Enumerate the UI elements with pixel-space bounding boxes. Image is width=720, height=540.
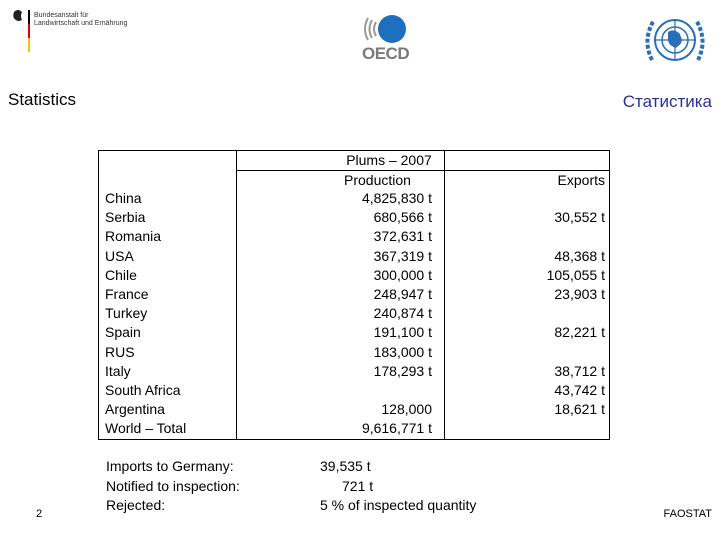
exports-cell: 30,552 t xyxy=(554,209,605,226)
exports-header: Exports xyxy=(557,172,605,188)
exports-cell xyxy=(485,227,605,246)
production-cell: 680,566 t xyxy=(373,209,432,226)
oecd-logo xyxy=(360,12,412,62)
un-emblem-icon xyxy=(640,10,710,70)
country-column xyxy=(105,189,186,439)
production-cell: 191,100 t xyxy=(373,324,432,341)
rejected-value: 5 % of inspected quantity xyxy=(320,497,477,513)
production-cell xyxy=(334,381,432,400)
exports-cell xyxy=(485,189,605,208)
imports-label: Imports to Germany: xyxy=(106,458,234,474)
page-number: 2 xyxy=(36,508,43,520)
exports-cell: 23,903 t xyxy=(554,285,605,302)
country-cell: France xyxy=(105,286,149,303)
exports-cell: 82,221 t xyxy=(554,324,605,341)
exports-cell xyxy=(485,343,605,362)
column-divider xyxy=(236,151,237,439)
production-header: Production xyxy=(344,172,411,188)
country-cell: Serbia xyxy=(105,209,146,226)
rejected-label: Rejected: xyxy=(106,497,166,513)
table-title: Plums – 2007 xyxy=(346,152,432,168)
production-column xyxy=(334,189,432,439)
country-cell: Italy xyxy=(105,362,131,379)
ministry-name: Bundesanstalt für Landwirtschaft und Ernährung xyxy=(34,12,128,27)
exports-cell: 48,368 t xyxy=(554,247,605,264)
country-cell: Argentina xyxy=(105,401,165,418)
source-label: FAOSTAT xyxy=(663,508,712,520)
country-cell: Romania xyxy=(105,228,162,245)
notified-label: Notified to inspection: xyxy=(106,477,240,494)
exports-cell: 105,055 t xyxy=(546,266,605,283)
page-title-en: Statistics xyxy=(8,90,77,109)
un-logo xyxy=(640,10,710,70)
production-cell: 9,616,771 t xyxy=(361,420,432,437)
country-cell: World – Total xyxy=(105,420,187,437)
exports-column xyxy=(485,189,605,439)
eagle-flag-icon xyxy=(10,8,32,52)
column-divider xyxy=(444,151,445,439)
country-cell: South Africa xyxy=(105,382,181,399)
exports-cell xyxy=(485,419,605,438)
production-cell: 183,000 t xyxy=(373,343,432,360)
page-title-ru: Статистика xyxy=(622,92,712,111)
production-cell: 367,319 t xyxy=(373,247,432,264)
country-cell: China xyxy=(105,190,142,206)
exports-cell: 38,712 t xyxy=(554,362,605,379)
summary-labels xyxy=(106,457,240,516)
country-cell: RUS xyxy=(105,343,135,360)
exports-cell xyxy=(485,304,605,323)
exports-cell: 43,742 t xyxy=(554,381,605,398)
production-cell: 300,000 t xyxy=(373,266,432,283)
production-cell: 372,631 t xyxy=(373,228,432,245)
production-cell: 4,825,830 t xyxy=(361,190,432,206)
country-cell: Turkey xyxy=(105,305,148,322)
production-cell: 240,874 t xyxy=(373,305,432,322)
plums-table xyxy=(98,150,610,440)
production-cell: 128,000 xyxy=(381,401,432,418)
production-cell: 248,947 t xyxy=(373,286,432,303)
summary-values xyxy=(320,457,476,516)
oecd-label: OECD xyxy=(362,44,410,63)
country-cell: USA xyxy=(105,247,134,264)
country-cell: Chile xyxy=(105,266,137,283)
ministry-logo xyxy=(10,8,32,57)
notified-value: 721 t xyxy=(342,477,374,494)
exports-cell: 18,621 t xyxy=(554,401,605,418)
imports-value: 39,535 t xyxy=(320,458,371,474)
production-cell: 178,293 t xyxy=(373,362,432,379)
country-cell: Spain xyxy=(105,324,141,341)
